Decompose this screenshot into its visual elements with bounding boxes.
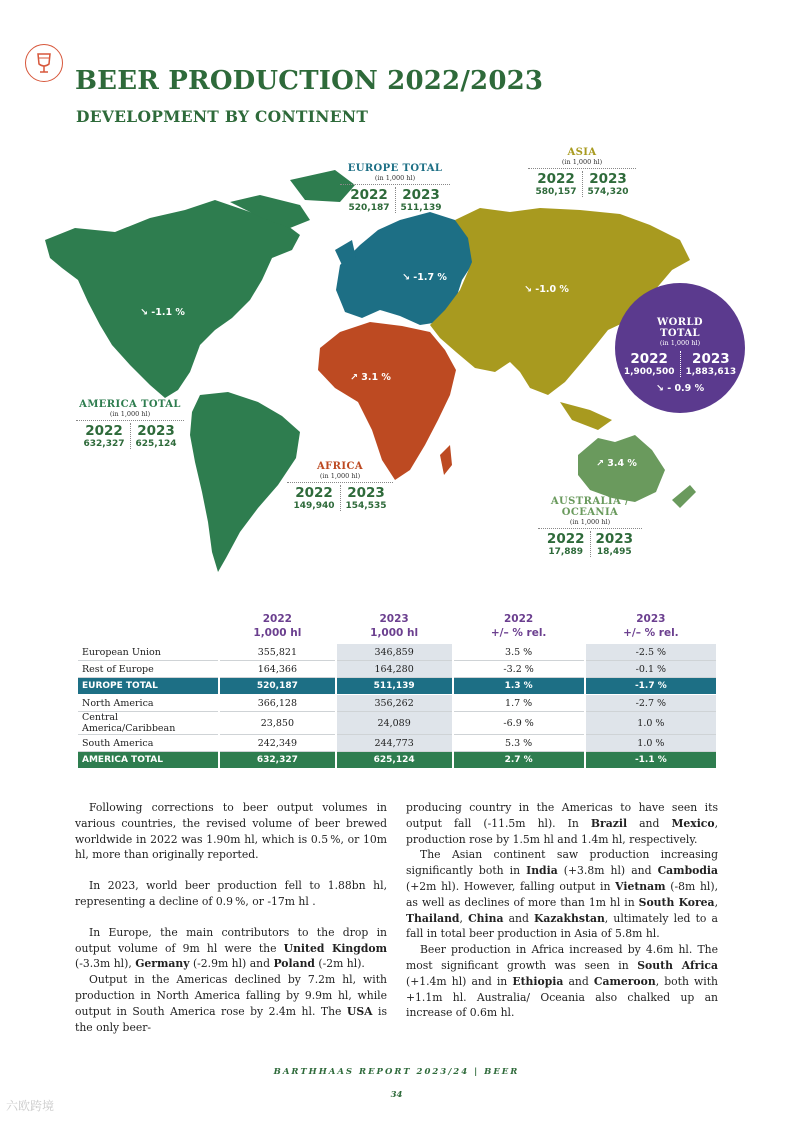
year-label: 2022 <box>85 423 123 439</box>
america-change-label: ↘ -1.1 % <box>140 307 185 318</box>
oceania-2023-value: 18,495 <box>596 547 632 557</box>
col-header-2023-rel: 2023 +/– % rel. <box>623 613 679 639</box>
table-row: North America 366,128 356,262 1.7 % -2.7 % <box>78 695 716 712</box>
paragraph: The Asian continent saw production increasing significantly both in India (+3.8m hl) and Cambodia (+2m hl). However, falling output in Vietnam (-8m hl), as well as declines of more than 1m hl in South Korea, Thailand, China and Kazakhstan, ultimately led to a fall in total beer production in Asia of 5.8m hl. <box>406 848 719 941</box>
america-continent <box>45 200 300 398</box>
europe-2022-value: 520,187 <box>348 203 390 213</box>
oceania-callout <box>538 496 642 557</box>
table-row: South America 242,349 244,773 5.3 % 1.0 % <box>78 735 716 752</box>
america-2023-value: 625,124 <box>135 439 177 449</box>
asia-unit: (in 1,000 hl) <box>561 158 603 166</box>
world-2023-value: 1,883,613 <box>685 367 737 377</box>
world-change-label: ↘ - 0.9 % <box>655 383 705 394</box>
europe-unit: (in 1,000 hl) <box>374 174 416 182</box>
table-row: European Union 355,821 346,859 3.5 % -2.5 % <box>78 644 716 661</box>
europe-callout <box>340 163 450 213</box>
america-unit: (in 1,000 hl) <box>109 410 151 418</box>
africa-change-label: ↗ 3.1 % <box>350 372 391 383</box>
footer-report: BARTHHAAS REPORT 2023/24 | BEER <box>273 1067 520 1077</box>
oceania-name-line2: OCEANIA <box>561 507 619 518</box>
world-name-line2: TOTAL <box>660 328 700 339</box>
col-header-2023-hl: 2023 1,000 hl <box>370 613 419 639</box>
oceania-name-line1: AUSTRALIA / <box>550 496 630 507</box>
year-label: 2022 <box>350 187 388 203</box>
africa-callout <box>287 461 393 511</box>
asia-callout <box>528 147 636 197</box>
year-label: 2023 <box>347 485 385 501</box>
africa-unit: (in 1,000 hl) <box>319 472 361 480</box>
paragraph: Following corrections to beer output volumes in various countries, the revised volume of beer brewed worldwide in 2022 was 1.90m hl, which is 0.5 %, or 10m hl, more than originally reported. <box>75 801 387 862</box>
world-name-line1: WORLD <box>657 317 703 328</box>
year-label: 2023 <box>137 423 175 439</box>
paragraph: producing country in the Americas to have seen its output fall (-11.5m hl). In Brazil and Mexico, production rose by 1.5m hl and 1.4m hl, respectively. <box>406 801 719 846</box>
africa-2022-value: 149,940 <box>293 501 335 511</box>
america-name: AMERICA TOTAL <box>79 399 181 410</box>
africa-continent <box>318 322 456 480</box>
africa-name: AFRICA <box>317 461 363 472</box>
page-title: BEER PRODUCTION 2022/2023 <box>75 66 544 96</box>
production-table <box>76 610 718 769</box>
year-label: 2022 <box>546 531 585 547</box>
america-2022-value: 632,327 <box>83 439 125 449</box>
page-subtitle: DEVELOPMENT BY CONTINENT <box>76 107 369 126</box>
asia-name: ASIA <box>567 147 597 158</box>
year-label: 2022 <box>295 485 333 501</box>
year-label: 2023 <box>589 171 627 187</box>
europe-2023-value: 511,139 <box>400 203 442 213</box>
table-row: Rest of Europe 164,366 164,280 -3.2 % -0.1 % <box>78 661 716 678</box>
table-row-america-total: AMERICA TOTAL 632,327 625,124 2.7 % -1.1 % <box>78 752 716 769</box>
south-america-continent <box>190 392 300 572</box>
year-label: 2023 <box>692 351 730 367</box>
paragraph: Beer production in Africa increased by 4.6m hl. The most significant growth was seen in South Africa (+1.4m hl) and in Ethiopia and Cameroon, both with +1.1m hl. Australia/ Oceania also chalked up an increase of 0.6m hl. <box>406 943 718 1020</box>
europe-name: EUROPE TOTAL <box>347 163 443 174</box>
world-unit: (in 1,000 hl) <box>659 339 701 347</box>
europe-change-label: ↘ -1.7 % <box>402 272 447 283</box>
oceania-unit: (in 1,000 hl) <box>569 518 611 526</box>
asia-change-label: ↘ -1.0 % <box>524 284 569 295</box>
year-label: 2022 <box>537 171 575 187</box>
table-row: Central America/Caribbean 23,850 24,089 -6.9 % 1.0 % <box>78 712 716 735</box>
paragraph: Output in the Americas declined by 7.2m hl, with production in North America falling by 9.9m hl, while output in South America rose by 2.4m hl. The USA is the only beer- <box>75 973 387 1034</box>
year-label: 2022 <box>630 351 668 367</box>
asia-2022-value: 580,157 <box>535 187 577 197</box>
paragraph: In 2023, world beer production fell to 1.88bn hl, representing a decline of 0.9 %, or -17m hl . <box>75 879 387 908</box>
world-total-callout <box>618 317 742 394</box>
table-row-europe-total: EUROPE TOTAL 520,187 511,139 1.3 % -1.7 % <box>78 678 716 695</box>
africa-2023-value: 154,535 <box>345 501 387 511</box>
text-column-left <box>75 800 387 1035</box>
oceania-2022-value: 17,889 <box>548 547 584 557</box>
text-column-right <box>406 800 718 1021</box>
america-callout <box>76 399 184 449</box>
asia-2023-value: 574,320 <box>587 187 629 197</box>
world-2022-value: 1,900,500 <box>623 367 675 377</box>
oceania-change-label: ↗ 3.4 % <box>596 458 637 469</box>
col-header-2022-hl: 2022 1,000 hl <box>253 613 302 639</box>
beer-glass-logo-icon <box>25 44 63 82</box>
col-header-2022-rel: 2022 +/– % rel. <box>490 613 547 639</box>
year-label: 2023 <box>595 531 634 547</box>
watermark: 六欧跨境 <box>6 1099 55 1113</box>
paragraph: In Europe, the main contributors to the drop in output volume of 9m hl were the United Kingdom (-3.3m hl), Germany (-2.9m hl) and Poland (-2m hl). <box>75 925 387 971</box>
year-label: 2023 <box>402 187 440 203</box>
page-number: 34 <box>390 1090 403 1100</box>
